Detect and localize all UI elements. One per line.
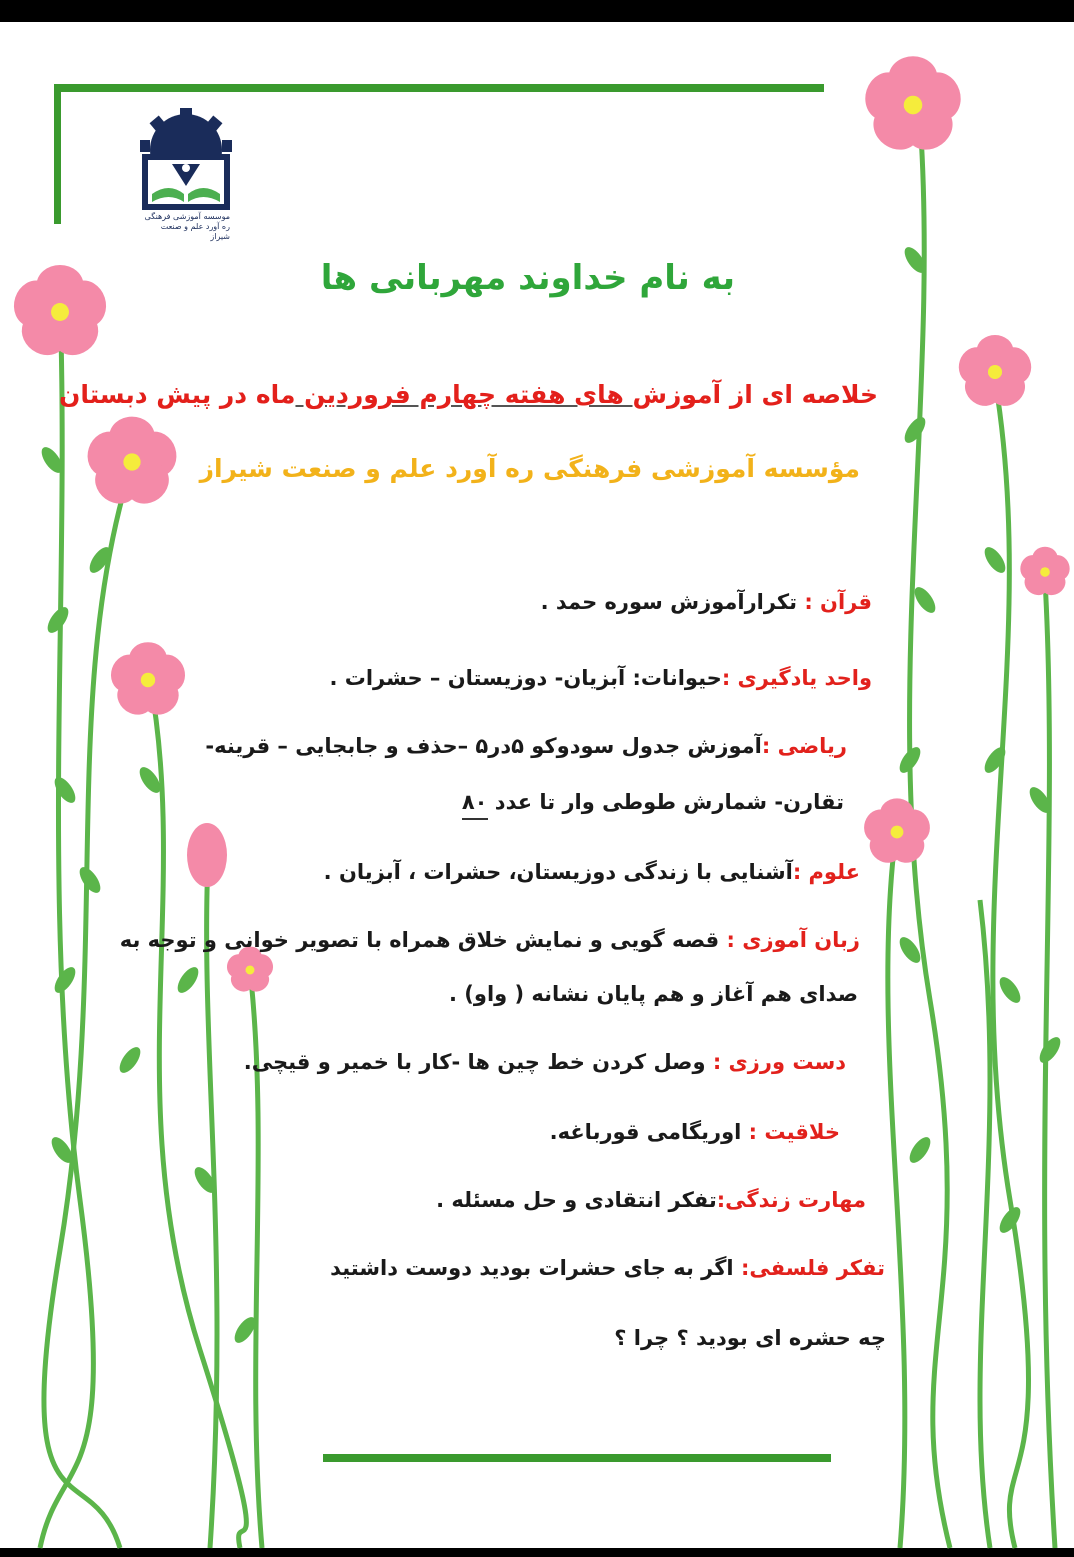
leaf-icon	[116, 1044, 145, 1077]
vine-stem-icon	[44, 470, 130, 1548]
flower-center-icon	[988, 365, 1002, 379]
leaf-icon	[981, 744, 1010, 777]
subject-math	[205, 734, 847, 758]
frame-bottom-line	[323, 1454, 831, 1462]
flower-center-icon	[1040, 567, 1050, 577]
flower-center-icon	[51, 303, 69, 321]
subject-label: خلاقیت :	[741, 1120, 840, 1144]
subject-math-continued	[440, 790, 844, 814]
subject-text: تکرارآموزش سوره حمد .	[540, 590, 798, 614]
logo-line-2: ره آورد علم و صنعت شیراز	[160, 222, 230, 241]
subject-science	[320, 860, 860, 884]
leaf-icon	[174, 964, 203, 997]
subject-text: وصل کردن خط چین ها -کار با خمیر و قیچی.	[243, 1050, 706, 1074]
subject-language-continued	[440, 982, 858, 1006]
summary-prefix: خلاصه ای از آموزش	[632, 380, 878, 409]
flower-center-icon	[904, 96, 923, 115]
leaf-icon	[906, 1134, 935, 1167]
subject-quran	[420, 590, 872, 614]
leaf-icon	[51, 964, 80, 997]
subject-label: واحد یادگیری :	[721, 666, 872, 690]
subject-handwork	[243, 1050, 846, 1074]
vine-stem-icon	[1045, 580, 1055, 1548]
subject-philosophy-continued	[580, 1326, 886, 1350]
subject-language	[119, 928, 860, 952]
leaf-icon	[76, 864, 105, 897]
institute-name: مؤسسه آموزشی فرهنگی ره آورد علم و صنعت شیراز	[199, 454, 860, 483]
subject-label: دست ورزی :	[705, 1050, 846, 1074]
leaf-icon	[996, 974, 1025, 1007]
subject-label: علوم :	[792, 860, 860, 884]
leaf-icon	[911, 584, 940, 617]
subject-text: آشنایی با زندگی دوزیستان، حشرات ، آبزیان .	[323, 860, 793, 884]
summary-suffix: ماه در پیش دبستان	[58, 380, 296, 409]
subject-creativity	[540, 1120, 840, 1144]
subject-text: چه حشره ای بودید ؟ چرا ؟	[614, 1326, 886, 1350]
subject-label: تفکر فلسفی:	[733, 1256, 885, 1280]
subject-philosophy	[330, 1256, 885, 1280]
subject-text: اگر به جای حشرات بودید دوست داشتید	[330, 1256, 734, 1280]
flower-center-icon	[123, 453, 140, 470]
leaf-icon	[981, 544, 1010, 577]
subject-text: تفکر انتقادی و حل مسئله .	[436, 1188, 717, 1212]
subject-label: ریاضی :	[761, 734, 847, 758]
vine-stem-icon	[980, 900, 990, 1548]
page-title: به نام خداوند مهربانی ها	[320, 258, 735, 298]
subject-label: مهارت زندگی:	[716, 1188, 866, 1212]
subject-text: قصه گویی و نمایش خلاق همراه با تصویر خوانی و توجه به	[119, 928, 720, 952]
subject-learning-unit	[300, 666, 872, 690]
frame-left-line	[54, 84, 61, 224]
number-eighty: ۸۰	[462, 790, 488, 820]
subject-text: صدای هم آغاز و هم پایان نشانه ( واو) .	[449, 982, 858, 1006]
subject-life-skills	[430, 1188, 866, 1212]
flower-center-icon	[891, 826, 904, 839]
pink-bud-icon	[187, 823, 227, 887]
leaf-icon	[1036, 1034, 1065, 1067]
subject-text: آموزش جدول سودوکو ۵در۵ –حذف و جابجایی – قرینه-	[205, 734, 762, 758]
logo-line-1: موسسه آموزشی فرهنگی	[144, 212, 230, 221]
subject-text: اوریگامی قورباغه.	[549, 1120, 742, 1144]
leaf-icon	[901, 414, 930, 447]
vine-stem-icon	[150, 680, 246, 1548]
subject-label: زبان آموزی :	[719, 928, 860, 952]
flower-center-icon	[246, 966, 255, 975]
summary-heading	[58, 380, 878, 409]
subject-label: قرآن :	[797, 590, 872, 614]
logo-caption	[140, 212, 230, 242]
summary-underlined: های هفته چهارم فروردین	[295, 380, 633, 409]
vine-stem-icon	[207, 860, 217, 1548]
frame-top-line	[54, 84, 824, 92]
leaf-icon	[51, 774, 80, 807]
subject-text: تقارن- شمارش طوطی وار تا عدد	[487, 790, 844, 814]
flower-center-icon	[141, 673, 155, 687]
subject-text: حیوانات: آبزیان- دوزیستان – حشرات .	[329, 666, 722, 690]
